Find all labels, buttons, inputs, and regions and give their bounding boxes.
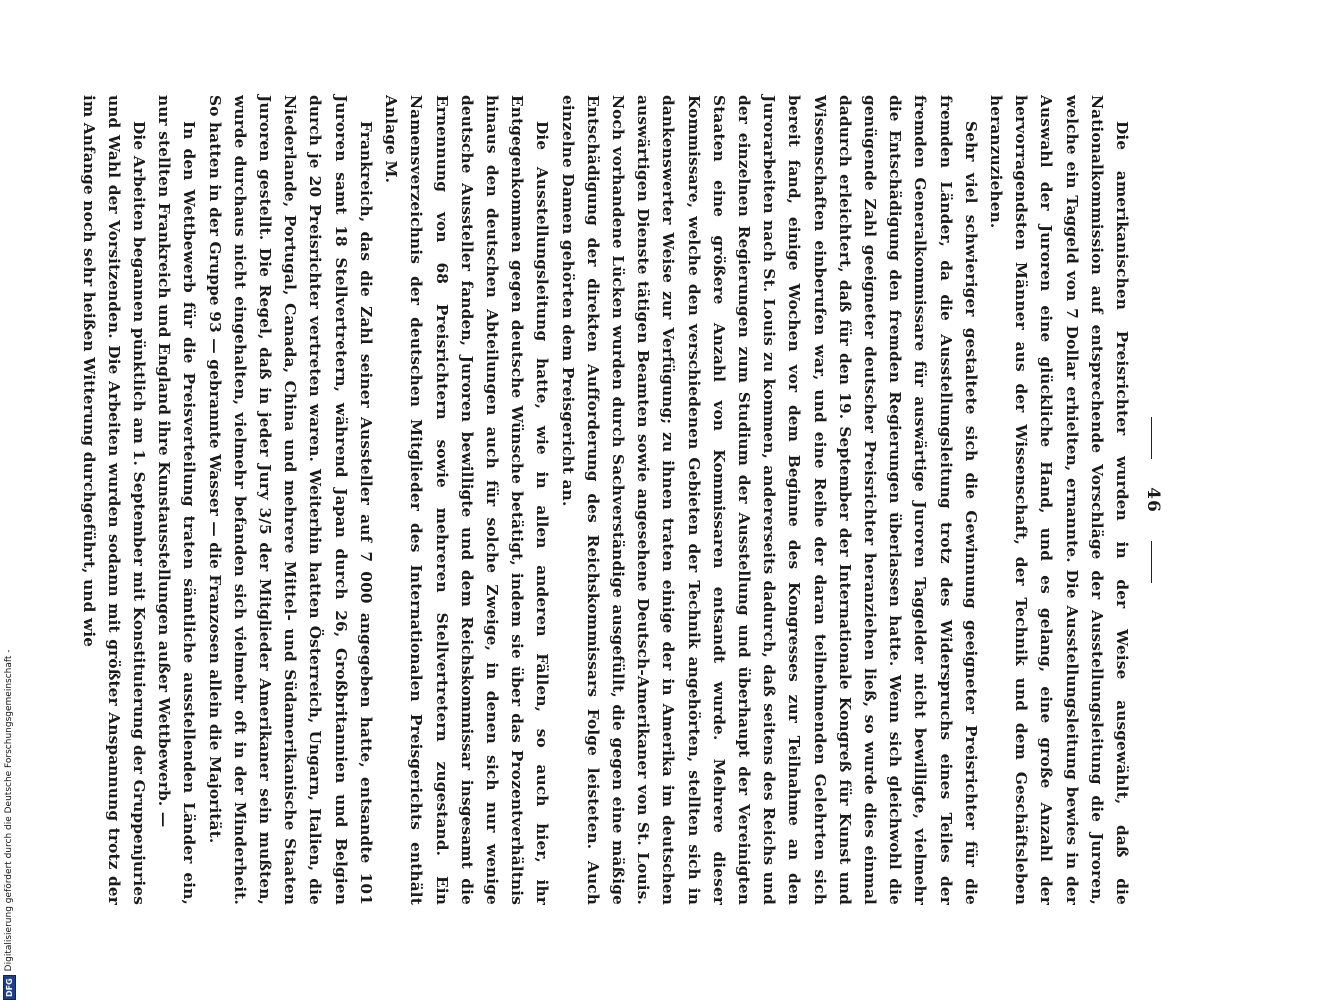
paragraph: Frankreich, das die Zahl seiner Aussteller auf 7 000 angegeben hatte, entsandte 101 Juroren samt 18 Stellvertretern, während Japan durch 26, Großbritannien und Belgien durch je 20 Preisrichter vertreten waren. Weiterhin hatten Österreich, Ungarn, Italien, die Niederlande, Portugal, Canada, China und mehrere Mittel- und Südamerikanische Staaten Juroren gestellt. Die Regel, daß in jeder Jury 3/5 der Mitglieder Amerikaner sein mußten, wurde durchaus nicht eingehalten, vielmehr befanden sich vielmehr oft in der Minderheit. So hatten in der Gruppe 93 — gebrannte Wasser — die Franzosen allein die Majorität. <box>205 95 375 905</box>
page-header <box>1134 95 1170 905</box>
paragraph: Die Ausstellungsleitung hatte, wie in allen anderen Fällen, so auch hier, ihr Entgegenkommen gegen deutsche Wünsche betätigt, indem sie über das Prozentverhältnis hinaus den deutschen Abteilungen auch für solche Zweige, in denen sich nur wenige deutsche Aussteller fanden, Juroren bewilligte und dem Reichskommissar insgesamt die Ernennung von 68 Preisrichtern sowie mehreren Stellvertretern zugestand. Ein Namensverzeichnis der deutschen Mitglieder des Internationalen Preisgerichts enthält Anlage M. <box>382 95 552 905</box>
header-rule-right <box>1152 541 1153 583</box>
document-page <box>79 95 1170 905</box>
digitization-footer <box>2 0 16 1000</box>
body-text <box>75 95 1134 905</box>
funding-credit: Digitalisierung gefördert durch die Deutsche Forschungsgemeinschaft - <box>4 649 14 972</box>
paragraph: Die amerikanischen Preisrichter wurden in der Weise ausgewählt, daß die Nationalkommission auf entsprechende Vorschläge der Ausstellungsleitung die Juroren, welche ein Taggeld von 7 Dollar erhielten, ernannte. Die Ausstellungsleitung bewies in der Auswahl der Juroren eine glückliche Hand, und es gelang, eine große Anzahl der hervorragendsten Männer aus der Wissenschaft, der Technik und dem Geschäftsleben heranzuziehen. <box>986 95 1131 905</box>
dfg-logo: DFG <box>3 975 16 1000</box>
page-number: 46 <box>1142 487 1163 513</box>
header-rule-left <box>1152 417 1153 459</box>
paragraph: In den Wettbewerb für die Preisverteilung traten sämtliche ausstellenden Länder ein, nur stellten Frankreich und England ihre Kunstausstellungen außer Wettbewerb. — <box>155 95 199 905</box>
paragraph: Sehr viel schwieriger gestaltete sich die Gewinnung geeigneter Preisrichter für die fremden Länder, da die Ausstellungsleitung trotz des Widerspruchs eines Teiles der fremden Generalkommissare für auswärtige Juroren Taggelder nicht bewilligte, vielmehr die Entschädigung den fremden Regierungen überlassen hatte. Wenn sich gleichwohl die genügende Zahl geeigneter deutscher Preisrichter heranziehen ließ, so wurde dies einmal dadurch erleichtert, daß für den 19. September der Internationale Kongreß für Kunst und Wissenschaften einberufen war, und eine Reihe der daran teilnehmenden Gelehrten sich bereit fand, einige Wochen vor dem Beginne des Kongresses zur Teilnahme an den Jurorarbeiten nach St. Louis zu kommen, andererseits dadurch, daß seitens des Reichs und der einzelnen Regierungen zum Studium der Ausstellung und überhaupt der Vereinigten Staaten eine größere Anzahl von Kommissaren entsandt wurde. Mehrere dieser Kommissare, welche den verschiedenen Gebieten der Technik angehörten, stellten sich in dankenswerter Weise zur Verfügung; zu ihnen traten einige der in Amerika im deutschen auswärtigen Dienste tätigen Beamten sowie angesehene Deutsch-Amerikaner von St. Louis. Noch vorhandene Lücken wurden durch Sachverständige ausgefüllt, die gegen eine mäßige Entschädigung der direkten Aufforderung des Reichskommissars Folge leisteten. Auch einzelne Damen gehörten dem Preisgericht an. <box>558 95 980 905</box>
paragraph: Die Arbeiten begannen pünktlich am 1. September mit Konstituierung der Gruppenjuries und Wahl der Vorsitzenden. Die Arbeiten wurden sodann mit größter Anspannung trotz der im Anfange noch sehr heißen Witterung durchgeführt, und wie <box>79 95 149 905</box>
